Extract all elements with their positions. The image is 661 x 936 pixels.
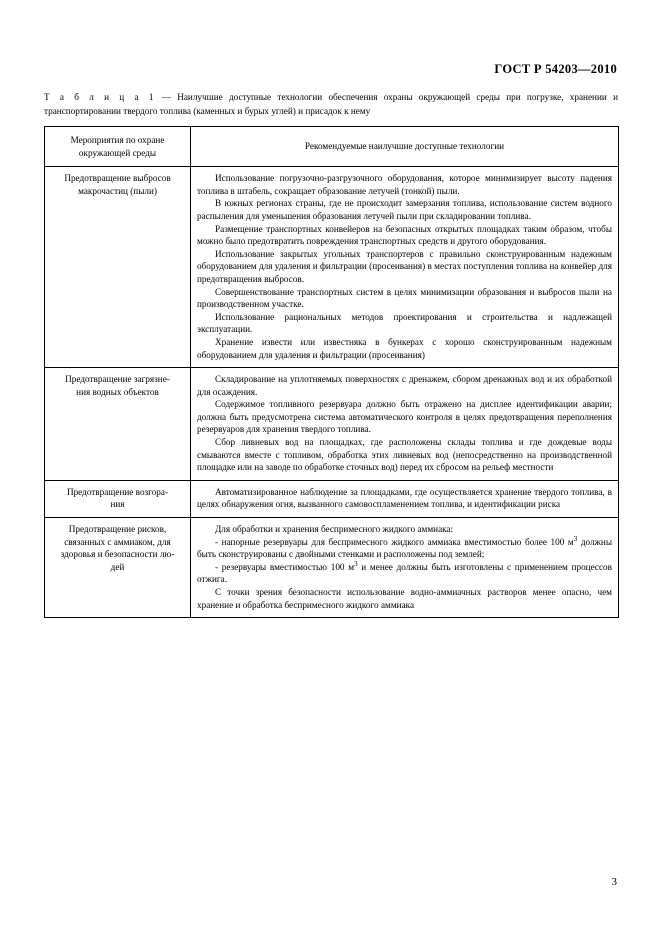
measure-cell-dust <box>45 167 191 368</box>
technology-paragraph: Содержимое топливного резервуара должно быть отражено на дисплее идентификации аварии; должна быть предусмотрена система автоматического контроля в целях предотвращения переполнения резервуаров для хранения твердого топлива. <box>197 399 612 435</box>
page-number: 3 <box>611 876 617 888</box>
column-header-measures-line2: окружающей среды <box>78 147 157 158</box>
technology-paragraph: Использование погрузочно-разгрузочного оборудования, которое минимизирует высоту падения топлива в штабель, сокращает образование летучей (тонкой) пыли. <box>197 173 612 196</box>
technology-paragraph: В южных регионах страны, где не происходит замерзания топлива, использование систем водного распыления для уменьшения образования летучей пыли при складировании топлива. <box>197 198 612 221</box>
measure-cell-fire <box>45 480 191 517</box>
measure-line: ния водных объектов <box>76 386 159 397</box>
column-header-measures <box>45 127 191 167</box>
measure-line: Предотвращение возгора- <box>66 486 169 497</box>
measure-line: связанных с аммиаком, для <box>64 536 171 547</box>
measure-line: здоровья и безопасности лю- <box>60 549 175 560</box>
measure-line: Предотвращение рисков, <box>68 524 167 535</box>
technology-paragraph: Хранение извести или известняка в бункерах с хорошо сконструированным надежным оборудованием для удаления и фильтрации (просеивания) <box>197 336 612 360</box>
technologies-cell-dust <box>191 167 619 368</box>
measure-line: дей <box>110 561 125 572</box>
measure-cell-ammonia <box>45 518 191 618</box>
column-header-technologies: Рекомендуемые наилучшие доступные технологии <box>191 127 619 167</box>
table-caption-text: — Наилучшие доступные технологии обеспечения охраны окружающей среды при погрузке, хранении и транспортировании твердого топлива (каменных и бурых углей) и присадок к нему <box>44 92 618 116</box>
table-caption-label: Т а б л и ц а 1 <box>44 92 156 102</box>
technology-paragraph: Совершенствование транспортных систем в целях минимизации образования и выбросов пыли на производственном участке. <box>197 286 612 310</box>
column-header-measures-line1: Мероприятия по охране <box>70 135 165 145</box>
technology-paragraph: Для обработки и хранения беспримесного жидкого аммиака: <box>215 524 454 535</box>
technology-paragraph: Использование рациональных методов проектирования и строительства и надлежащей эксплуатации. <box>197 311 612 335</box>
technology-paragraph: - резервуары вместимостью 100 $м^3$ и менее должны быть изготовлены с применением процессов отжига. <box>197 559 612 585</box>
table-row <box>45 368 619 481</box>
technology-paragraph: Использование закрытых угольных транспортеров с правильно сконструированным надежным оборудованием для удаления и фильтрации (просеивания) в местах поступления топлива на конвейер для предотвращения выбросов. <box>197 248 612 284</box>
technology-paragraph: - напорные резервуары для беспримесного жидкого аммиака вместимостью более 100 $м^3$ должны быть сконструированы с двойными стенками и расположены под землей; <box>197 534 612 560</box>
technology-paragraph: Сбор ливневых вод на площадках, где расположены склады топлива и где дождевые воды смываются вместе с топливом, обработка этих ливневых вод (непосредственно на производственной площадке или на заводе по обработке сточных вод) перед их сбросом на рельеф местности <box>197 437 612 473</box>
standard-reference: ГОСТ Р 54203—2010 <box>494 62 617 76</box>
best-available-technologies-table <box>44 126 619 618</box>
technology-paragraph: Складирование на уплотняемых поверхностях с дренажем, сбором дренажных вод и их обработкой для осаждения. <box>197 374 612 397</box>
technology-paragraph: С точки зрения безопасности использование водно-аммиачных растворов менее опасно, чем хранение и обработка беспримесного жидкого аммиака <box>197 587 612 610</box>
measure-line: Предотвращение загрязне- <box>65 374 170 385</box>
technologies-cell-water <box>191 368 619 481</box>
measure-cell-water <box>45 368 191 481</box>
table-caption <box>44 90 618 118</box>
measure-line: макрочастиц (пыли) <box>78 185 157 196</box>
table-header-row <box>45 127 619 167</box>
technology-paragraph: Размещение транспортных конвейеров на безопасных открытых площадках таким образом, чтобы можно было предотвратить повреждения транспортных средств и другого оборудования. <box>197 223 612 247</box>
technologies-cell-ammonia <box>191 518 619 618</box>
table-row <box>45 518 619 618</box>
table-row <box>45 167 619 368</box>
measure-line: ния <box>110 499 125 510</box>
technology-paragraph: Автоматизированное наблюдение за площадками, где осуществляется хранение твердого топлива, в целях обнаружения огня, вызванного самовоспламенением топлива, и идентификации риска <box>197 486 612 510</box>
technologies-cell-fire <box>191 480 619 517</box>
table-row <box>45 480 619 517</box>
measure-line: Предотвращение выбросов <box>64 173 171 184</box>
